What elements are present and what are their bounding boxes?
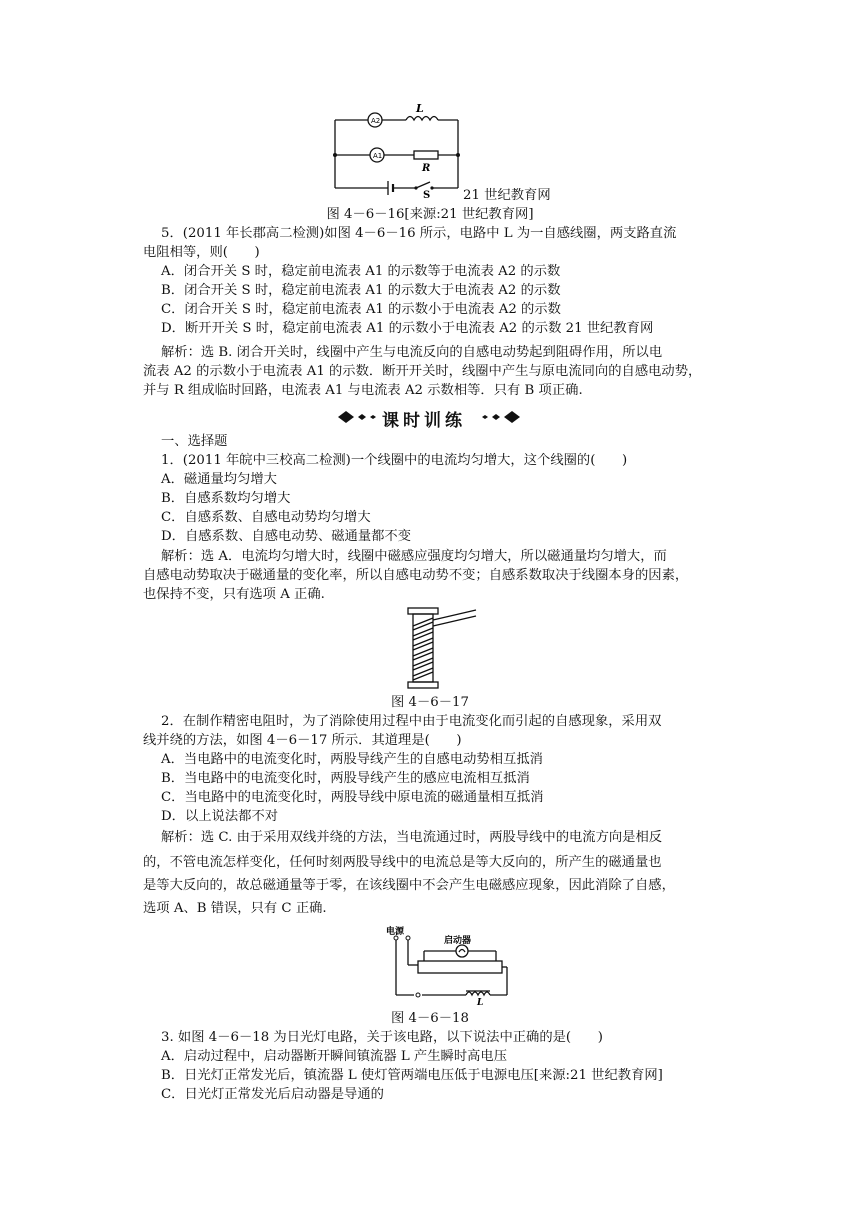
analysis-text: 流表 A2 的示数小于电流表 A1 的示数．断开开关时，线圈中产生与原电流同向的自感电动势，	[143, 364, 702, 379]
option: C．闭合开关 S 时，稳定前电流表 A1 的示数小于电流表 A2 的示数	[161, 302, 561, 317]
resistor-label: R	[422, 163, 431, 174]
banner-title: 课时训练	[382, 411, 466, 431]
section-title: 一、选择题	[161, 434, 228, 449]
analysis-text: 解析：选 B. 闭合开关时，线圈中产生与电流反向的自感电动势起到阻碍作用，所以电	[161, 345, 663, 360]
option: D．以上说法都不对	[161, 809, 279, 824]
option: B．自感系数均匀增大	[161, 491, 291, 506]
option: A．当电路中的电流变化时，两股导线产生的自感电动势相互抵消	[161, 752, 543, 767]
question-stem: 3. 如图 4－6－18 为日光灯电路，关于该电路，以下说法中正确的是( )	[161, 1030, 603, 1045]
option: A．闭合开关 S 时，稳定前电流表 A1 的示数等于电流表 A2 的示数	[161, 264, 561, 279]
question-stem: 线并绕的方法，如图 4－6－17 所示．其道理是( )	[143, 733, 462, 748]
ammeter-a2-label: A2	[371, 117, 381, 125]
starter-label: 启动器	[444, 936, 472, 946]
question-stem: 1．(2011 年皖中三校高二检测)一个线圈中的电流均匀增大，这个线圈的( )	[161, 453, 628, 468]
switch-label: S	[423, 190, 431, 201]
question-stem: 5．(2011 年长郡高二检测)如图 4－6－16 所示，电路中 L 为一自感线圈，两支路直流	[161, 226, 677, 241]
ballast-label: L	[477, 998, 484, 1008]
inductor-label: L	[416, 102, 424, 115]
option: B．日光灯正常发光后，镇流器 L 使灯管两端电压低于电源电压[来源:21 世纪教育网]	[161, 1068, 663, 1083]
analysis-text: 自感电动势取决于磁通量的变化率，所以自感电动势不变；自感系数取决于线圈本身的因素，	[143, 568, 689, 583]
ammeter-a1-label: A1	[373, 152, 383, 160]
analysis-text: 的，不管电流怎样变化，任何时刻两股导线中的电流总是等大反向的，所产生的磁通量也	[143, 855, 662, 870]
figure-caption: 图 4－6－18	[391, 1011, 469, 1026]
question-stem: 电阻相等，则( )	[143, 245, 260, 260]
option: C．日光灯正常发光后启动器是导通的	[161, 1087, 384, 1102]
figure-4-6-16	[330, 100, 470, 201]
power-source-label: 电源	[386, 927, 405, 937]
figure-caption: 图 4－6－16[来源:21 世纪教育网]	[326, 207, 534, 222]
option: A．磁通量均匀增大	[161, 472, 277, 487]
analysis-text: 选项 A、B 错误，只有 C 正确.	[143, 901, 327, 916]
section-banner	[330, 406, 530, 431]
figure-4-6-18	[380, 925, 510, 1008]
diamond-decoration-icon	[478, 409, 528, 425]
option: C．当电路中的电流变化时，两股导线中原电流的磁通量相互抵消	[161, 790, 544, 805]
option: D．断开开关 S 时，稳定前电流表 A1 的示数小于电流表 A2 的示数 21 世纪教育网	[161, 321, 654, 336]
option: B．当电路中的电流变化时，两股导线产生的感应电流相互抵消	[161, 771, 530, 786]
figure-caption: 图 4－6－17	[391, 695, 469, 710]
option: A．启动过程中，启动器断开瞬间镇流器 L 产生瞬时高电压	[161, 1049, 508, 1064]
analysis-text: 解析：选 C. 由于采用双线并绕的方法，当电流通过时，两股导线中的电流方向是相反	[161, 830, 663, 845]
option: B．闭合开关 S 时，稳定前电流表 A1 的示数大于电流表 A2 的示数	[161, 283, 561, 298]
option: C．自感系数、自感电动势均匀增大	[161, 510, 371, 525]
watermark-text: 21 世纪教育网	[463, 188, 551, 203]
figure-4-6-17	[390, 606, 480, 690]
diamond-decoration-icon	[330, 409, 380, 425]
analysis-text: 也保持不变，只有选项 A 正确.	[143, 587, 325, 602]
analysis-text: 解析：选 A．电流均匀增大时，线圈中磁感应强度均匀增大，所以磁通量均匀增大，而	[161, 549, 667, 564]
analysis-text: 是等大反向的，故总磁通量等于零，在该线圈中不会产生电磁感应现象，因此消除了自感，	[143, 878, 675, 893]
analysis-text: 并与 R 组成临时回路，电流表 A1 与电流表 A2 示数相等．只有 B 项正确.	[143, 383, 583, 398]
option: D．自感系数、自感电动势、磁通量都不变	[161, 529, 412, 544]
question-stem: 2．在制作精密电阻时，为了消除使用过程中由于电流变化而引起的自感现象，采用双	[161, 714, 662, 729]
